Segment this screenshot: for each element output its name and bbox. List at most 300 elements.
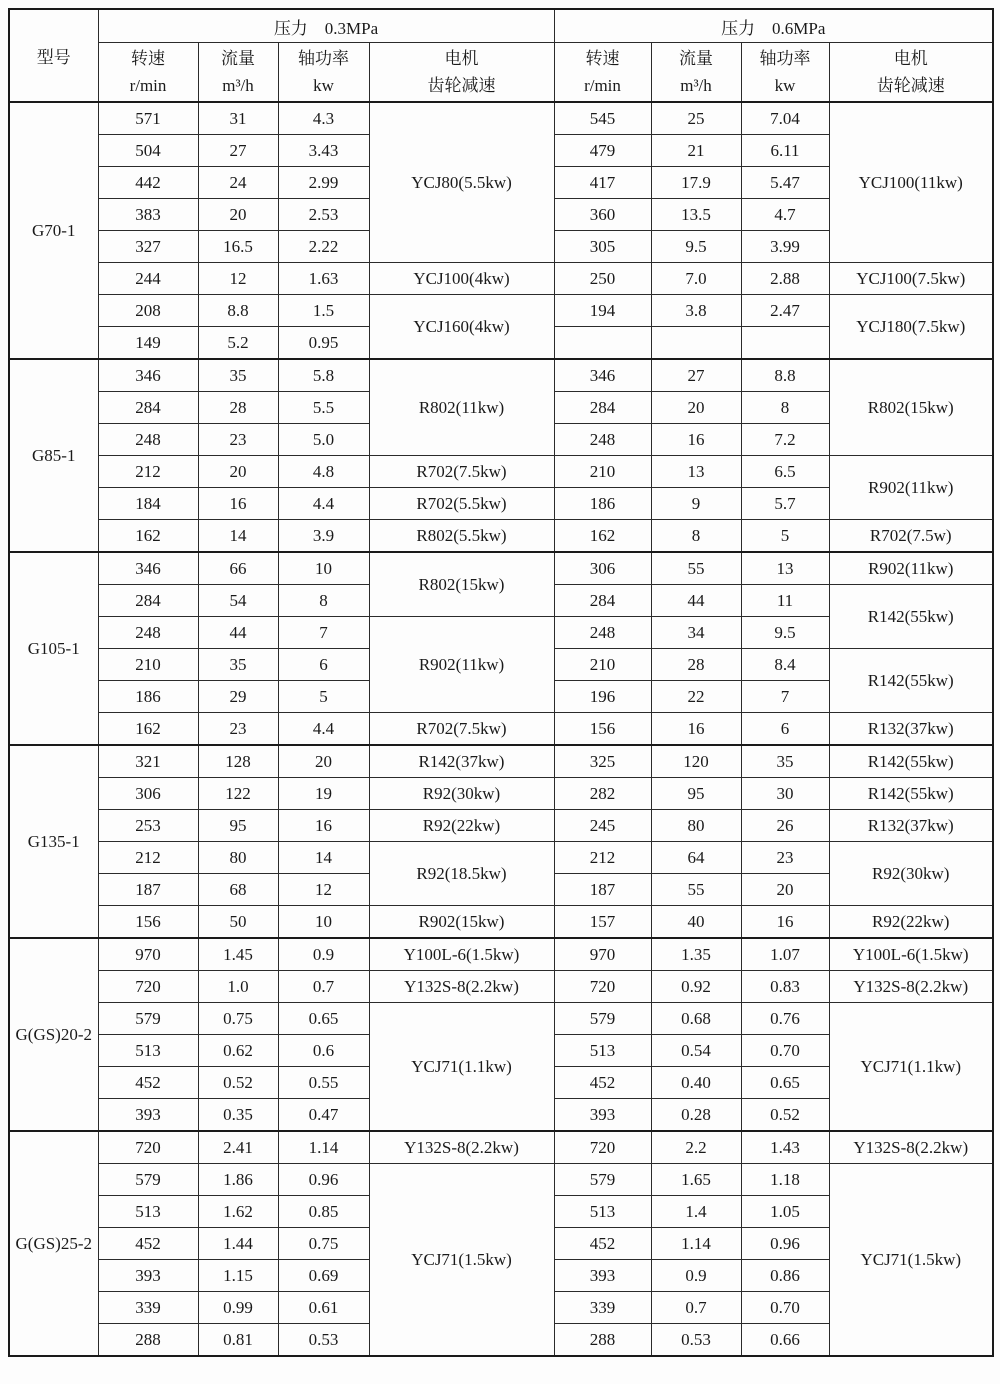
flow-unit: m³/h [222, 76, 254, 95]
power-cell: 5.5 [278, 392, 369, 424]
motor-cell: R92(30kw) [829, 842, 993, 906]
power-cell: 0.70 [741, 1035, 829, 1067]
speed-cell: 149 [98, 327, 198, 360]
power-cell: 11 [741, 585, 829, 617]
speed-cell: 720 [98, 971, 198, 1003]
speed-cell: 306 [554, 552, 651, 585]
flow-cell: 44 [651, 585, 741, 617]
power-cell: 0.96 [278, 1164, 369, 1196]
speed-cell: 452 [554, 1228, 651, 1260]
flow-cell: 122 [198, 778, 278, 810]
power-label: 轴功率 [759, 49, 811, 68]
flow-cell: 68 [198, 874, 278, 906]
power-cell: 0.47 [278, 1099, 369, 1132]
speed-cell: 360 [554, 199, 651, 231]
speed-cell: 248 [98, 617, 198, 649]
motor-cell: R92(18.5kw) [369, 842, 554, 906]
power-cell: 6 [741, 713, 829, 746]
flow-cell: 24 [198, 167, 278, 199]
speed-cell: 513 [98, 1035, 198, 1067]
motor-column-header-right [829, 43, 993, 103]
flow-cell: 20 [198, 456, 278, 488]
speed-cell: 327 [98, 231, 198, 263]
motor-column-header-left [369, 43, 554, 103]
flow-unit: m³/h [680, 76, 712, 95]
speed-cell: 162 [98, 520, 198, 553]
motor-cell: YCJ100(11kw) [829, 102, 993, 263]
speed-cell [554, 327, 651, 360]
flow-cell: 16 [651, 713, 741, 746]
power-cell: 1.18 [741, 1164, 829, 1196]
power-cell: 2.88 [741, 263, 829, 295]
power-cell: 16 [741, 906, 829, 939]
speed-cell: 212 [98, 842, 198, 874]
flow-cell: 7.0 [651, 263, 741, 295]
flow-cell: 1.15 [198, 1260, 278, 1292]
power-cell: 0.7 [278, 971, 369, 1003]
power-cell: 5.8 [278, 359, 369, 392]
motor-cell: R142(55kw) [829, 585, 993, 649]
power-cell: 7.04 [741, 102, 829, 135]
flow-cell: 8 [651, 520, 741, 553]
speed-cell: 187 [554, 874, 651, 906]
power-cell: 7 [741, 681, 829, 713]
motor-cell: YCJ71(1.5kw) [829, 1164, 993, 1357]
motor-cell: YCJ180(7.5kw) [829, 295, 993, 360]
motor-cell: Y100L-6(1.5kw) [369, 938, 554, 971]
power-cell: 8.8 [741, 359, 829, 392]
speed-cell: 212 [98, 456, 198, 488]
power-cell: 1.05 [741, 1196, 829, 1228]
table-row [9, 1131, 993, 1164]
table-row [9, 810, 993, 842]
motor-label: 电机 [893, 49, 928, 68]
flow-cell: 0.68 [651, 1003, 741, 1035]
table-row [9, 745, 993, 778]
flow-cell: 29 [198, 681, 278, 713]
power-cell: 0.9 [278, 938, 369, 971]
table-row [9, 1164, 993, 1196]
speed-label: 转速 [585, 49, 620, 68]
motor-sublabel: 齿轮减速 [427, 76, 496, 95]
speed-cell: 579 [554, 1003, 651, 1035]
table-row [9, 971, 993, 1003]
model-column-header: 型号 [9, 9, 98, 102]
flow-cell: 0.52 [198, 1067, 278, 1099]
table-row [9, 1003, 993, 1035]
motor-cell: R802(15kw) [369, 552, 554, 617]
model-cell: G(GS)25-2 [9, 1131, 98, 1356]
power-cell: 4.8 [278, 456, 369, 488]
speed-cell: 579 [98, 1164, 198, 1196]
flow-cell: 23 [198, 424, 278, 456]
speed-cell: 393 [554, 1260, 651, 1292]
motor-cell: R92(22kw) [829, 906, 993, 939]
flow-cell: 27 [198, 135, 278, 167]
motor-cell: R702(7.5w) [829, 520, 993, 553]
speed-cell: 452 [554, 1067, 651, 1099]
flow-label: 流量 [679, 49, 713, 68]
flow-label: 流量 [221, 49, 255, 68]
speed-cell: 305 [554, 231, 651, 263]
pressure-03mpa-header: 压力 0.3MPa [98, 9, 554, 43]
speed-cell: 196 [554, 681, 651, 713]
power-cell: 16 [278, 810, 369, 842]
table-row [9, 520, 993, 553]
flow-cell: 17.9 [651, 167, 741, 199]
speed-cell: 479 [554, 135, 651, 167]
pressure-06mpa-header: 压力 0.6MPa [554, 9, 993, 43]
power-cell: 0.6 [278, 1035, 369, 1067]
flow-cell: 16 [651, 424, 741, 456]
power-cell: 10 [278, 906, 369, 939]
motor-cell: R142(55kw) [829, 649, 993, 713]
flow-cell: 0.54 [651, 1035, 741, 1067]
model-cell: G105-1 [9, 552, 98, 745]
table-row [9, 263, 993, 295]
flow-cell: 13 [651, 456, 741, 488]
table-row [9, 102, 993, 135]
speed-cell: 244 [98, 263, 198, 295]
flow-cell: 80 [198, 842, 278, 874]
speed-cell: 970 [98, 938, 198, 971]
flow-column-header-left [198, 43, 278, 103]
motor-cell: R802(5.5kw) [369, 520, 554, 553]
power-cell: 0.95 [278, 327, 369, 360]
power-cell: 1.07 [741, 938, 829, 971]
speed-cell: 579 [554, 1164, 651, 1196]
power-cell: 3.9 [278, 520, 369, 553]
power-cell: 6.5 [741, 456, 829, 488]
flow-cell: 20 [651, 392, 741, 424]
speed-cell: 970 [554, 938, 651, 971]
motor-cell: YCJ80(5.5kw) [369, 102, 554, 263]
model-cell: G70-1 [9, 102, 98, 359]
flow-cell: 1.65 [651, 1164, 741, 1196]
power-cell: 6 [278, 649, 369, 681]
flow-cell: 12 [198, 263, 278, 295]
flow-cell: 55 [651, 874, 741, 906]
flow-cell: 31 [198, 102, 278, 135]
flow-cell: 28 [198, 392, 278, 424]
motor-cell: R92(30kw) [369, 778, 554, 810]
power-cell: 5 [278, 681, 369, 713]
speed-cell: 284 [554, 585, 651, 617]
flow-cell: 22 [651, 681, 741, 713]
speed-column-header-left [98, 43, 198, 103]
speed-cell: 513 [554, 1035, 651, 1067]
model-cell: G85-1 [9, 359, 98, 552]
power-cell: 0.65 [278, 1003, 369, 1035]
speed-cell: 346 [98, 552, 198, 585]
motor-cell: R902(15kw) [369, 906, 554, 939]
power-cell: 2.47 [741, 295, 829, 327]
speed-cell: 393 [98, 1099, 198, 1132]
power-cell: 8 [278, 585, 369, 617]
flow-cell: 35 [198, 649, 278, 681]
power-cell: 13 [741, 552, 829, 585]
flow-cell: 0.9 [651, 1260, 741, 1292]
motor-sublabel: 齿轮减速 [876, 76, 945, 95]
motor-cell: R92(22kw) [369, 810, 554, 842]
power-cell: 0.75 [278, 1228, 369, 1260]
flow-cell: 55 [651, 552, 741, 585]
speed-cell: 187 [98, 874, 198, 906]
speed-unit: r/min [584, 76, 621, 95]
motor-cell: R132(37kw) [829, 810, 993, 842]
flow-cell: 21 [651, 135, 741, 167]
power-cell: 7.2 [741, 424, 829, 456]
flow-cell: 1.0 [198, 971, 278, 1003]
flow-cell: 66 [198, 552, 278, 585]
flow-cell: 1.14 [651, 1228, 741, 1260]
table-row [9, 359, 993, 392]
speed-cell: 186 [98, 681, 198, 713]
speed-cell: 545 [554, 102, 651, 135]
power-cell: 0.86 [741, 1260, 829, 1292]
flow-cell: 2.41 [198, 1131, 278, 1164]
flow-cell: 1.4 [651, 1196, 741, 1228]
speed-cell: 442 [98, 167, 198, 199]
speed-cell: 513 [554, 1196, 651, 1228]
speed-cell: 339 [554, 1292, 651, 1324]
power-unit: kw [774, 76, 796, 95]
speed-cell: 248 [98, 424, 198, 456]
flow-cell: 0.99 [198, 1292, 278, 1324]
flow-cell: 1.62 [198, 1196, 278, 1228]
speed-cell: 250 [554, 263, 651, 295]
table-row [9, 778, 993, 810]
table-row [9, 295, 993, 327]
flow-cell: 3.8 [651, 295, 741, 327]
flow-cell: 0.35 [198, 1099, 278, 1132]
flow-cell: 0.28 [651, 1099, 741, 1132]
power-cell: 2.22 [278, 231, 369, 263]
power-column-header-right [741, 43, 829, 103]
speed-cell: 162 [554, 520, 651, 553]
power-cell: 5.0 [278, 424, 369, 456]
power-cell: 0.61 [278, 1292, 369, 1324]
flow-cell: 54 [198, 585, 278, 617]
motor-cell: Y100L-6(1.5kw) [829, 938, 993, 971]
motor-cell: R902(11kw) [369, 617, 554, 713]
pump-spec-table [8, 8, 994, 1357]
power-cell: 2.53 [278, 199, 369, 231]
motor-cell: YCJ100(4kw) [369, 263, 554, 295]
speed-cell: 248 [554, 617, 651, 649]
flow-cell [651, 327, 741, 360]
speed-cell: 579 [98, 1003, 198, 1035]
power-cell: 4.4 [278, 488, 369, 520]
motor-cell: YCJ71(1.1kw) [829, 1003, 993, 1132]
motor-cell: R702(7.5kw) [369, 713, 554, 746]
speed-cell: 452 [98, 1228, 198, 1260]
power-cell: 0.52 [741, 1099, 829, 1132]
motor-cell: Y132S-8(2.2kw) [829, 1131, 993, 1164]
motor-cell: Y132S-8(2.2kw) [369, 971, 554, 1003]
motor-cell: R902(11kw) [829, 552, 993, 585]
speed-cell: 157 [554, 906, 651, 939]
table-row [9, 938, 993, 971]
speed-cell: 571 [98, 102, 198, 135]
flow-cell: 95 [198, 810, 278, 842]
flow-cell: 128 [198, 745, 278, 778]
table-row [9, 456, 993, 488]
power-cell: 23 [741, 842, 829, 874]
motor-cell: Y132S-8(2.2kw) [829, 971, 993, 1003]
speed-cell: 284 [554, 392, 651, 424]
speed-column-header-right [554, 43, 651, 103]
motor-cell: R132(37kw) [829, 713, 993, 746]
motor-cell: Y132S-8(2.2kw) [369, 1131, 554, 1164]
speed-cell: 325 [554, 745, 651, 778]
power-cell: 0.53 [278, 1324, 369, 1357]
flow-cell: 1.86 [198, 1164, 278, 1196]
speed-cell: 720 [554, 971, 651, 1003]
speed-cell: 253 [98, 810, 198, 842]
power-cell: 4.4 [278, 713, 369, 746]
motor-cell: R802(15kw) [829, 359, 993, 456]
power-unit: kw [313, 76, 334, 95]
flow-cell: 40 [651, 906, 741, 939]
speed-cell: 339 [98, 1292, 198, 1324]
flow-cell: 0.53 [651, 1324, 741, 1357]
flow-cell: 34 [651, 617, 741, 649]
speed-unit: r/min [129, 76, 167, 95]
flow-cell: 9 [651, 488, 741, 520]
speed-cell: 210 [554, 649, 651, 681]
power-cell: 0.96 [741, 1228, 829, 1260]
speed-cell: 208 [98, 295, 198, 327]
speed-label: 转速 [131, 49, 165, 68]
motor-cell: YCJ71(1.5kw) [369, 1164, 554, 1357]
speed-cell: 156 [98, 906, 198, 939]
flow-cell: 0.81 [198, 1324, 278, 1357]
power-cell: 35 [741, 745, 829, 778]
table-row [9, 906, 993, 939]
power-cell: 0.83 [741, 971, 829, 1003]
speed-cell: 282 [554, 778, 651, 810]
power-cell: 14 [278, 842, 369, 874]
flow-cell: 80 [651, 810, 741, 842]
speed-cell: 346 [554, 359, 651, 392]
speed-cell: 393 [98, 1260, 198, 1292]
speed-cell: 417 [554, 167, 651, 199]
speed-cell: 245 [554, 810, 651, 842]
flow-cell: 9.5 [651, 231, 741, 263]
power-cell: 0.65 [741, 1067, 829, 1099]
speed-cell: 720 [554, 1131, 651, 1164]
speed-cell: 306 [98, 778, 198, 810]
flow-cell: 13.5 [651, 199, 741, 231]
flow-cell: 95 [651, 778, 741, 810]
power-cell: 2.99 [278, 167, 369, 199]
power-cell: 10 [278, 552, 369, 585]
flow-column-header-right [651, 43, 741, 103]
speed-cell: 186 [554, 488, 651, 520]
flow-cell: 16 [198, 488, 278, 520]
flow-cell: 0.75 [198, 1003, 278, 1035]
flow-cell: 8.8 [198, 295, 278, 327]
power-cell: 0.76 [741, 1003, 829, 1035]
power-cell: 26 [741, 810, 829, 842]
speed-cell: 346 [98, 359, 198, 392]
power-cell: 0.69 [278, 1260, 369, 1292]
speed-cell: 513 [98, 1196, 198, 1228]
table-row [9, 713, 993, 746]
flow-cell: 1.35 [651, 938, 741, 971]
flow-cell: 1.44 [198, 1228, 278, 1260]
power-cell: 6.11 [741, 135, 829, 167]
speed-cell: 210 [554, 456, 651, 488]
speed-cell: 212 [554, 842, 651, 874]
power-cell: 3.99 [741, 231, 829, 263]
power-cell: 4.3 [278, 102, 369, 135]
speed-cell: 210 [98, 649, 198, 681]
flow-cell: 35 [198, 359, 278, 392]
flow-cell: 20 [198, 199, 278, 231]
speed-cell: 720 [98, 1131, 198, 1164]
power-cell: 1.5 [278, 295, 369, 327]
flow-cell: 0.62 [198, 1035, 278, 1067]
power-cell: 1.63 [278, 263, 369, 295]
power-cell: 0.66 [741, 1324, 829, 1357]
speed-cell: 284 [98, 585, 198, 617]
speed-cell: 248 [554, 424, 651, 456]
power-cell: 8 [741, 392, 829, 424]
speed-cell: 184 [98, 488, 198, 520]
power-cell: 0.55 [278, 1067, 369, 1099]
motor-cell: R902(11kw) [829, 456, 993, 520]
motor-cell: YCJ71(1.1kw) [369, 1003, 554, 1132]
flow-cell: 0.92 [651, 971, 741, 1003]
speed-cell: 504 [98, 135, 198, 167]
flow-cell: 2.2 [651, 1131, 741, 1164]
flow-cell: 64 [651, 842, 741, 874]
speed-cell: 194 [554, 295, 651, 327]
power-cell: 8.4 [741, 649, 829, 681]
power-cell: 5 [741, 520, 829, 553]
power-cell: 4.7 [741, 199, 829, 231]
flow-cell: 0.40 [651, 1067, 741, 1099]
speed-cell: 288 [554, 1324, 651, 1357]
speed-cell: 284 [98, 392, 198, 424]
power-cell: 5.47 [741, 167, 829, 199]
power-cell: 20 [741, 874, 829, 906]
motor-cell: R142(55kw) [829, 745, 993, 778]
flow-cell: 5.2 [198, 327, 278, 360]
motor-cell: R142(55kw) [829, 778, 993, 810]
flow-cell: 50 [198, 906, 278, 939]
power-cell: 0.70 [741, 1292, 829, 1324]
power-cell: 9.5 [741, 617, 829, 649]
motor-cell: R702(7.5kw) [369, 456, 554, 488]
flow-cell: 23 [198, 713, 278, 746]
speed-cell: 288 [98, 1324, 198, 1357]
motor-cell: R802(11kw) [369, 359, 554, 456]
power-cell [741, 327, 829, 360]
motor-label: 电机 [444, 49, 479, 68]
speed-cell: 162 [98, 713, 198, 746]
power-cell: 19 [278, 778, 369, 810]
power-cell: 1.43 [741, 1131, 829, 1164]
flow-cell: 14 [198, 520, 278, 553]
flow-cell: 28 [651, 649, 741, 681]
motor-cell: R702(5.5kw) [369, 488, 554, 520]
table-row [9, 842, 993, 874]
flow-cell: 0.7 [651, 1292, 741, 1324]
table-row [9, 552, 993, 585]
